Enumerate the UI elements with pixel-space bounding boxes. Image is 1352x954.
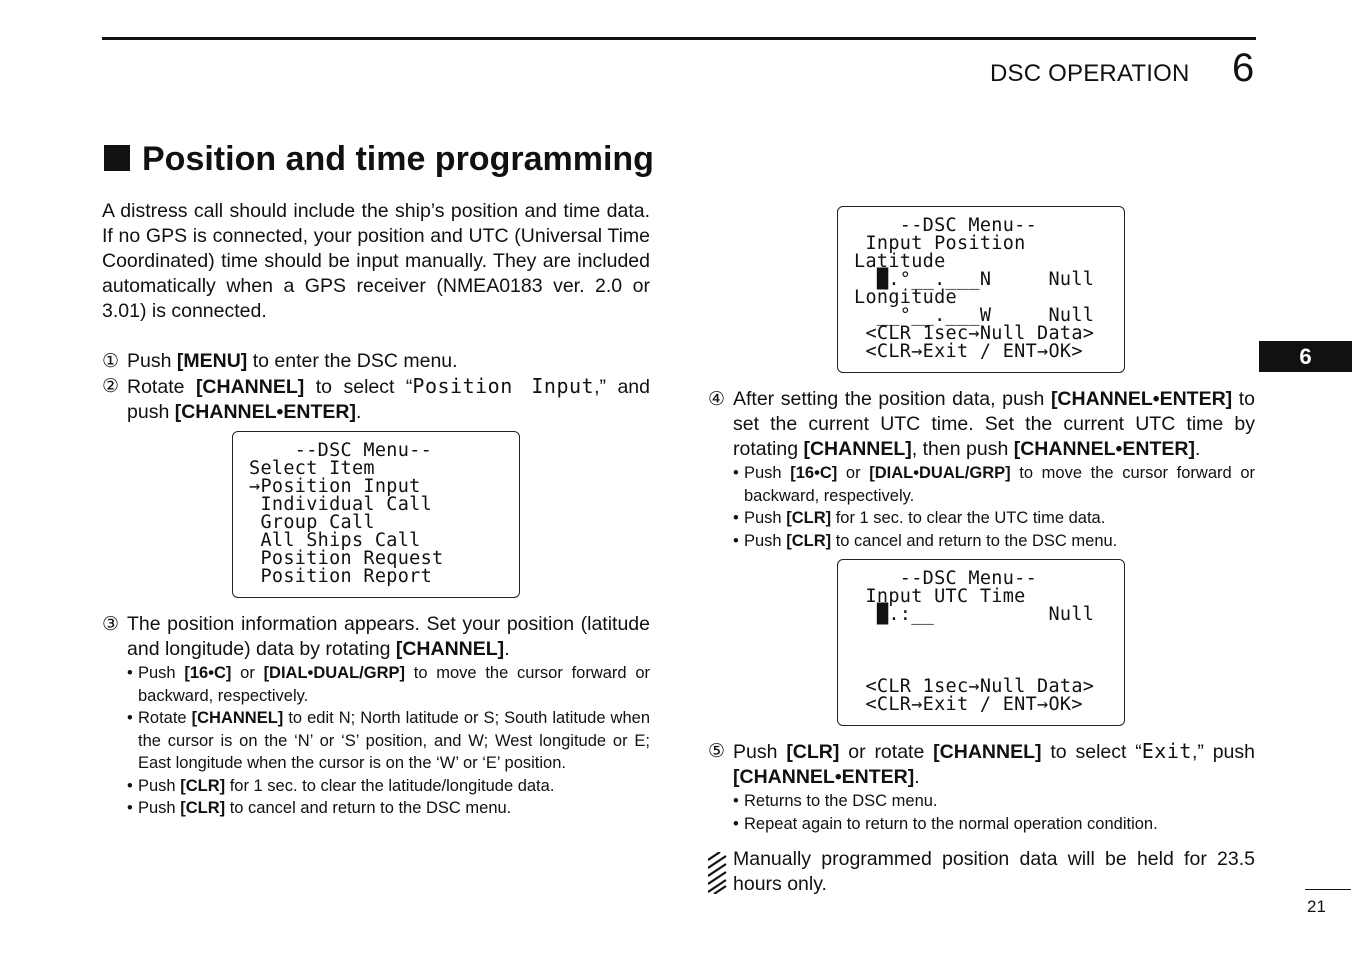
key-label: [CLR]	[786, 741, 840, 763]
bullet-text: Returns to the DSC menu.	[744, 792, 938, 810]
step-text: to select “	[304, 376, 413, 398]
key-label: [MENU]	[176, 350, 248, 372]
header-rule	[102, 37, 1256, 40]
lcd-line: Longitude	[854, 287, 957, 308]
square-bullet-icon	[104, 145, 130, 171]
lcd-line: Position Request	[249, 548, 444, 569]
lcd-inline-text: Position Input	[412, 374, 595, 398]
title-text: Position and time programming	[142, 140, 654, 178]
key-label: [CLR]	[180, 776, 226, 795]
note-text: Manually programmed position data will be held for 23.5 hours only.	[733, 848, 1255, 895]
right-column-lower	[708, 739, 1255, 897]
key-label: [CLR]	[180, 799, 226, 817]
bullet-text: for 1 sec. to clear the latitude/longitude data.	[225, 776, 555, 795]
step-text: .	[355, 401, 362, 423]
bullet-text: Push	[138, 776, 181, 795]
step-text: to set the current UTC time. Set the current UTC time by rotating	[733, 388, 1255, 460]
step-5-bullets	[708, 790, 1255, 835]
step-3-bullets	[102, 662, 650, 820]
key-label: [16•C]	[790, 464, 838, 482]
key-label: [CHANNEL]	[803, 438, 912, 460]
step-number: ⑤	[708, 741, 726, 762]
key-label: [DIAL•DUAL/GRP]	[263, 664, 405, 682]
bullet-text: Repeat again to return to the normal operation condition.	[744, 814, 1158, 833]
step-text: ,” push	[1191, 741, 1255, 763]
lcd-line: --DSC Menu--	[854, 568, 1038, 589]
lcd-line: <CLR→Exit / ENT→OK>	[854, 341, 1083, 362]
step-text: Push	[733, 741, 787, 763]
step-4	[708, 387, 1255, 462]
step-1	[102, 349, 650, 374]
bullet-item: • Push [16•C] or [DIAL•DUAL/GRP] to move the cursor forward or backward, respectively.	[733, 464, 1255, 505]
lcd-line: __°__.___W Null	[854, 305, 1095, 326]
bullet-text: to cancel and return to the DSC menu.	[225, 799, 512, 817]
right-column	[708, 387, 1255, 552]
key-label: [CHANNEL•ENTER]	[733, 766, 915, 788]
bullet-item: • Push [CLR] for 1 sec. to clear the UTC time data.	[733, 509, 1106, 527]
bullet-item: • Rotate [CHANNEL] to edit N; North latitude or S; South latitude when the cursor is on the ‘N’ or ‘S’ position, and W; West longitude or E; East longitude when the cursor is on the ‘W’ or ‘E’ position.	[127, 709, 650, 772]
key-label: [DIAL•DUAL/GRP]	[869, 464, 1011, 482]
lcd-position-display	[837, 206, 1125, 373]
bullet-text: to cancel and return to the DSC menu.	[831, 531, 1118, 550]
lcd-line: →Position Input	[249, 476, 421, 497]
page-number: 21	[1307, 897, 1326, 916]
bullet-item: • Push [CLR] to cancel and return to the DSC menu.	[733, 531, 1118, 550]
bullet-text: for 1 sec. to clear the UTC time data.	[831, 509, 1106, 527]
step-text: or rotate	[839, 741, 934, 763]
bullet-text: to move the cursor forward or backward, respectively.	[744, 464, 1255, 505]
lcd-line: <CLR 1sec→Null Data>	[854, 676, 1095, 697]
bullet-text: Push	[138, 664, 185, 682]
key-label: [CHANNEL]	[933, 741, 1042, 763]
intro-paragraph: A distress call should include the ship’s position and time data. If no GPS is connected, your position and UTC (Universal Time Coordinated) time should be input manually. They are included automatically when a GPS receiver (NMEA0183 ver. 2.0 or 3.01) is connected.	[102, 200, 650, 322]
step-5	[708, 739, 1255, 790]
lcd-line: <CLR→Exit / ENT→OK>	[854, 694, 1083, 715]
bullet-item: • Push [CLR] to cancel and return to the DSC menu.	[127, 799, 512, 817]
lcd-line: Position Report	[249, 566, 433, 587]
step-text: After setting the position data, push	[733, 388, 1051, 410]
lcd-line: █.:__ Null	[854, 604, 1095, 625]
lcd-line: Input Position	[854, 233, 1026, 254]
lcd-line: Individual Call	[249, 494, 433, 515]
key-label: [CHANNEL•ENTER]	[1050, 388, 1233, 410]
bullet-text: to move the cursor forward or backward, respectively.	[138, 664, 650, 705]
step-4-bullets	[708, 462, 1255, 552]
step-text: Rotate	[127, 376, 196, 398]
step-2	[102, 374, 650, 425]
step-number: ④	[708, 389, 726, 410]
chapter-number: 6	[1232, 46, 1255, 90]
section-title: DSC OPERATION	[990, 60, 1190, 87]
lcd-inline-text: Exit	[1141, 739, 1192, 763]
step-text: .	[914, 766, 920, 788]
step-number: ③	[102, 614, 120, 635]
lcd-line: <CLR 1sec→Null Data>	[854, 323, 1095, 344]
step-text: .	[504, 638, 510, 660]
lcd-menu-display	[232, 431, 520, 598]
step-text: , then push	[911, 438, 1014, 460]
page-title	[104, 140, 654, 179]
chapter-tab: 6	[1259, 341, 1352, 372]
step-text: ,” and push	[127, 376, 650, 423]
key-label: [CHANNEL]	[395, 638, 505, 660]
step-text: to enter the DSC menu.	[247, 350, 458, 372]
bullet-text: Push	[744, 509, 787, 527]
bullet-text: to edit N; North latitude or S; South latitude when the cursor is on the ‘N’ or ‘S’ position, and W; West longitude or E; East longitude when the cursor is on the ‘W’ or ‘E’ position.	[138, 709, 650, 772]
step-number: ②	[102, 376, 120, 397]
lcd-line: --DSC Menu--	[249, 440, 433, 461]
lcd-line: All Ships Call	[249, 530, 421, 551]
bullet-text: Rotate	[138, 709, 192, 727]
key-label: [CLR]	[786, 531, 832, 550]
bullet-text: Push	[138, 799, 181, 817]
bullet-text: or	[837, 464, 870, 482]
bullet-text: Push	[744, 464, 791, 482]
step-3	[102, 612, 650, 662]
left-column	[102, 199, 650, 425]
step-text: The position information appears. Set your position (latitude and longitude) data by rotating	[127, 613, 650, 660]
bullet-item: • Returns to the DSC menu.	[733, 792, 938, 810]
key-label: [CHANNEL•ENTER]	[174, 401, 356, 423]
lcd-utc-display	[837, 559, 1125, 726]
bullet-item: • Push [16•C] or [DIAL•DUAL/GRP] to move the cursor forward or backward, respectively.	[127, 664, 650, 705]
step-text: to select “	[1041, 741, 1142, 763]
lcd-line: Select Item	[249, 458, 375, 479]
key-label: [CHANNEL•ENTER]	[1013, 438, 1195, 460]
key-label: [CHANNEL]	[191, 709, 284, 727]
bullet-text: Push	[744, 531, 787, 550]
lcd-line: Group Call	[249, 512, 375, 533]
page-number-rule	[1305, 889, 1351, 890]
key-label: [16•C]	[184, 664, 232, 682]
note-icon	[708, 852, 728, 894]
key-label: [CHANNEL]	[195, 376, 305, 398]
bullet-item: • Repeat again to return to the normal operation condition.	[733, 814, 1158, 833]
step-number: ①	[102, 351, 120, 372]
bullet-text: or	[231, 664, 264, 682]
lcd-line: █.°__.___N Null	[854, 269, 1095, 290]
bullet-item: • Push [CLR] for 1 sec. to clear the latitude/longitude data.	[127, 776, 555, 795]
lcd-line: --DSC Menu--	[854, 215, 1038, 236]
lcd-line: Input UTC Time	[854, 586, 1026, 607]
lcd-line: Latitude	[854, 251, 946, 272]
key-label: [CLR]	[786, 509, 832, 527]
step-text: Push	[127, 350, 177, 372]
step-text: .	[1194, 438, 1201, 460]
left-column-lower	[102, 612, 650, 820]
